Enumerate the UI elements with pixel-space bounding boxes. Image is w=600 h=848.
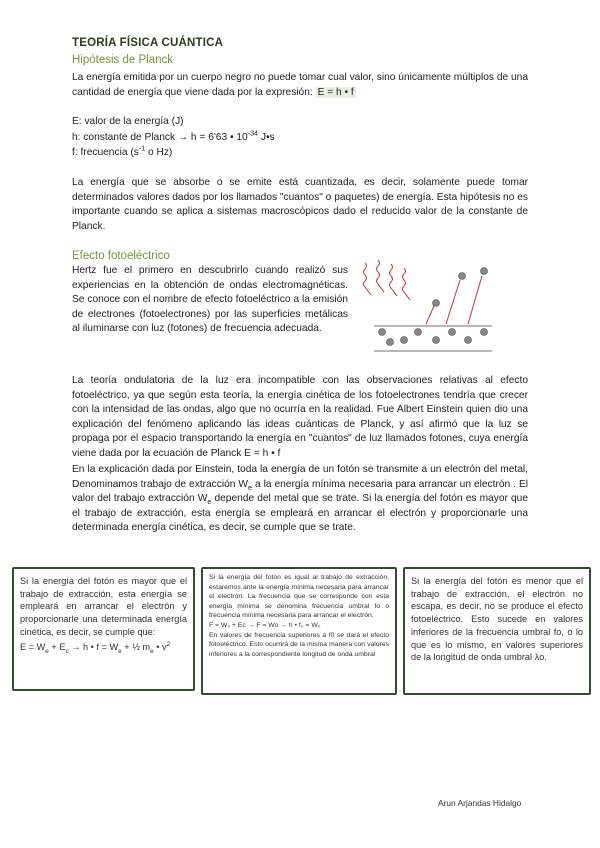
box-greater-formula: $E = W_e + E_c \to h$ • $f = W_e$ + ½ $m_e$ • $v^2$ bbox=[20, 640, 171, 655]
photoelectric-subtitle: Efecto fotoeléctrico bbox=[72, 250, 170, 262]
light-waves bbox=[364, 260, 411, 300]
box-energy-less bbox=[403, 567, 591, 695]
box-energy-equal bbox=[201, 567, 397, 695]
box-less-text: Si la energía del fotón es menor que el trabajo de extracción, el electrón no escapa, es decir, no se produce el efecto fotoeléctrico. Esto sucede en valores inferiores de la frecuencia umbral fo, o lo que es lo mismo, en valores superiores de la longitud de onda umbral λo. bbox=[411, 576, 583, 663]
box-equal-formula: F = W₀ + Ec → F = Wo → h • f₀ = W₀ bbox=[209, 621, 321, 629]
box-energy-greater bbox=[12, 567, 195, 691]
planck-intro bbox=[72, 71, 528, 100]
page-title: TEORÍA FÍSICA CUÁNTICA bbox=[72, 37, 224, 49]
author-name: Arun Arjandas Hidalgo bbox=[438, 798, 522, 808]
box-greater-text: Si la energía del fotón es mayor que el trabajo de extracción, esta energía se empleará en arrancar el electrón y proporcionarle una determinada energía cinética, es decir, se cumple que: bbox=[20, 576, 187, 637]
planck-intro-text: La energía emitida por un cuerpo negro no puede tomar cual valor, sino únicamente múltiplos de una cantidad de energía que viene dada por la expresión: bbox=[72, 72, 528, 98]
definition-energy: E: valor de la energía (J) bbox=[72, 116, 184, 127]
definition-planck-constant: h: constante de Planck → h = 6'63 • $10^{-34}$ J•s bbox=[72, 129, 275, 143]
photoelectric-description: Hertz fue el primero en descubrirlo cuando realizó sus experiencias en la obtención de ondas electromagnéticas. Se conoce con el nombre de efecto fotoeléctrico a la emisión de electrones (fotoelectrones) por las superficies metálicas al iluminarse con luz (fotones) de frecuencia adecuada. bbox=[72, 265, 348, 335]
definitions-list bbox=[72, 114, 275, 161]
photoelectric-diagram bbox=[360, 258, 500, 358]
planck-subtitle: Hipótesis de Planck bbox=[72, 54, 173, 66]
definition-frequency: f: frecuencia ($s^{-1}$ o Hz) bbox=[72, 144, 173, 158]
einstein-explanation-paragraph: En la explicación dada por Einstein, toda la energía de un fotón se transmite a un electrón del metal, Denominamos trabajo de extracción $W_e$ a la energía mínima necesaria para arrancar un electrón . El valor del trabajo extracción $W_e$ depende del metal que se trate. Si la energía del fotón es mayor que el trabajo de extracción, esta energía se empleará en arrancar el electrón y proporcionarle una determinada energía cinética, es decir, se cumple que se trate. bbox=[72, 464, 529, 534]
einstein-theory-paragraph: La teoría ondulatoria de la luz era incompatible con las observaciones relativas al efecto fotoeléctrico, ya que según esta teoría, la energía cinética de los fotoelectrones tendría que crecer con la intensidad de las ondas, algo que no ocurría en la realidad. Fue Albert Einstein quien dio una explicación del fenómeno aplicando las ideas cuánticas de Planck, y así afirmó que la luz se propaga por el espacio transportando la energía en "cuantos" de luz llamados fotones, cuya energía viene dada por la ecuación de Planck E = h • f bbox=[72, 375, 528, 459]
electrons bbox=[379, 268, 488, 346]
planck-formula: E = h • f bbox=[317, 86, 354, 98]
box-equal-text: Si la energía del fotón es igual al trabajo de extracción, estaremos ante la energía mínima necesaria para arrancar el electrón. La frecuencia que se corresponde con esta energía mínima se denomina frecuencia umbral fo o frecuencia mínima necesaria para arrancar el electrón. bbox=[209, 574, 389, 620]
quantization-paragraph: La energía que se absorbe o se emite está cuantizada, es decir, solamente puede tomar determinados valores dados por los llamados "cuantos" o paquetes) de energía. Esta hipótesis no es importante cuando se aplica a sistemas macroscópicos dado el reducido valor de la constante de Planck. bbox=[72, 177, 528, 232]
box-equal-text-2: En valores de frecuencia superiores a f0 se dará el efecto fotoeléctrico. Esto ocurrirá de la misma manera con valores inferiores a la correspondiente longitud de onda umbral bbox=[209, 631, 389, 658]
